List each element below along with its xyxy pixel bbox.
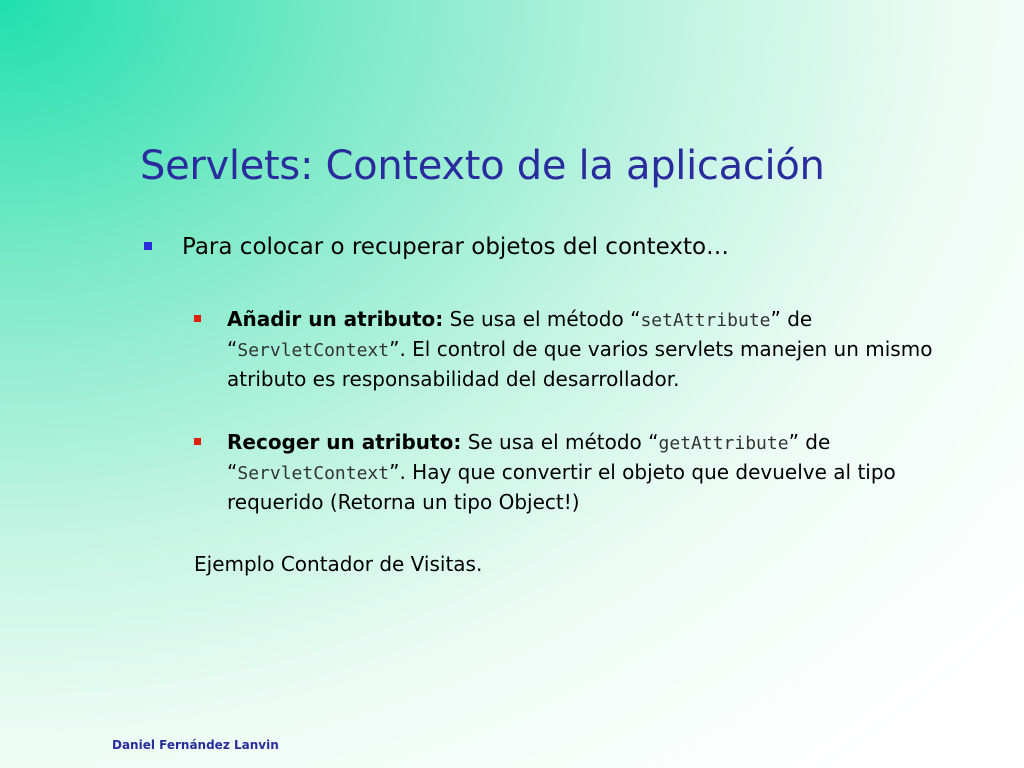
bullet-level1 (182, 232, 982, 262)
example-text: Ejemplo Contador de Visitas. (194, 552, 483, 576)
square-bullet-icon (194, 438, 201, 445)
sub-bullet-get-attribute (227, 428, 997, 516)
sub-bullet-add-attribute (227, 305, 997, 393)
sub-bullet-text: ” de “ (227, 307, 813, 361)
sub-bullet-label: Añadir un atributo: (227, 307, 444, 331)
sub-bullet-label: Recoger un atributo: (227, 430, 462, 454)
class-name: ServletContext (237, 340, 390, 361)
method-name: getAttribute (658, 433, 789, 454)
sub-bullet-text: ”. El control de que varios servlets manejen un mismo atributo es responsabilidad del desarrollador. (227, 337, 933, 391)
bullet-level1-text: Para colocar o recuperar objetos del contexto… (182, 234, 730, 260)
square-bullet-icon (194, 315, 201, 322)
sub-bullet-text: ” de “ (227, 430, 831, 484)
square-bullet-icon (144, 242, 152, 250)
sub-bullet-text: ”. Hay que convertir el objeto que devuelve al tipo requerido (Retorna un tipo Object!) (227, 460, 896, 514)
method-name: setAttribute (640, 310, 771, 331)
footer-author: Daniel Fernández Lanvin (112, 738, 279, 752)
sub-bullet-text: Se usa el método “ (443, 307, 641, 331)
sub-bullet-text: Se usa el método “ (461, 430, 659, 454)
slide-title: Servlets: Contexto de la aplicación (140, 143, 825, 189)
class-name: ServletContext (237, 463, 390, 484)
